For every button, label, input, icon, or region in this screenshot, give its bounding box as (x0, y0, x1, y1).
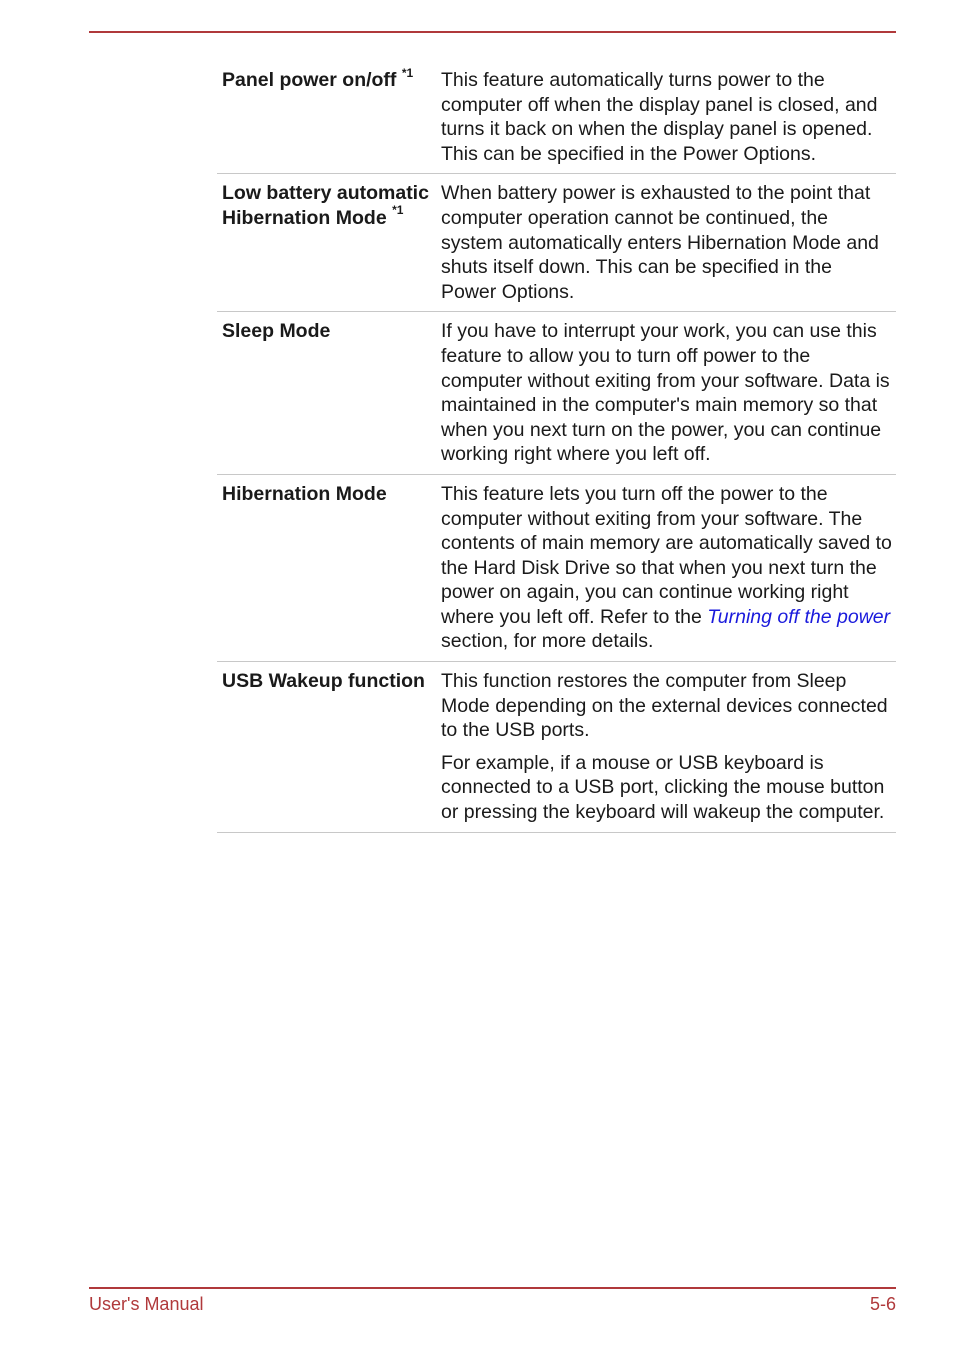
table-row-usb-wakeup (217, 662, 896, 833)
turning-off-power-link[interactable]: Turning off the power (707, 605, 891, 628)
row-term: Low battery automatic Hibernation Mode $^{*1}$ (222, 182, 429, 229)
row-description: When battery power is exhausted to the point that computer operation cannot be continued, the system automatically enters Hibernation Mode and shuts itself down. This can be specified in the Power Options. (441, 182, 879, 303)
row-term: Sleep Mode (222, 320, 331, 343)
feature-table (217, 66, 896, 833)
footer-rule (89, 1287, 896, 1289)
header-rule (89, 31, 896, 33)
table-row-sleep-mode (217, 312, 896, 475)
table-row-low-battery (217, 174, 896, 312)
table-row-panel-power (217, 66, 896, 174)
footer-page-number: 5-6 (869, 1294, 896, 1314)
row-description: This function restores the computer from Sleep Mode depending on the external devices connected to the USB ports. For example, if a mouse or USB keyboard is connected to a USB port, clicking the mouse button or pressing the keyboard will wakeup the computer. (441, 670, 888, 824)
row-description: If you have to interrupt your work, you can use this feature to allow you to turn off power to the computer without exiting from your software. Data is maintained in the computer's main memory so that when you next turn on the power, you can continue working right where you left off. (441, 320, 890, 466)
table-row-hibernation-mode (217, 475, 896, 662)
row-description: This feature lets you turn off the power to the computer without exiting from your software. The contents of main memory are automatically saved to the Hard Disk Drive so that when you next turn the power on again, you can continue working right where you left off. Refer to the Turning off the power section, for more details. (441, 482, 892, 653)
row-term: Panel power on/off $^{*1}$ (222, 65, 414, 91)
row-description: This feature automatically turns power to the computer off when the display panel is closed, and turns it back on when the display panel is opened. This can be specified in the Power Options. (441, 69, 878, 165)
footnote-marker: *1 (392, 203, 404, 218)
row-term: USB Wakeup function (222, 670, 425, 693)
footnote-marker: *1 (401, 65, 414, 80)
row-term: Hibernation Mode (222, 482, 387, 505)
footer-manual-title: User's Manual (89, 1294, 204, 1314)
